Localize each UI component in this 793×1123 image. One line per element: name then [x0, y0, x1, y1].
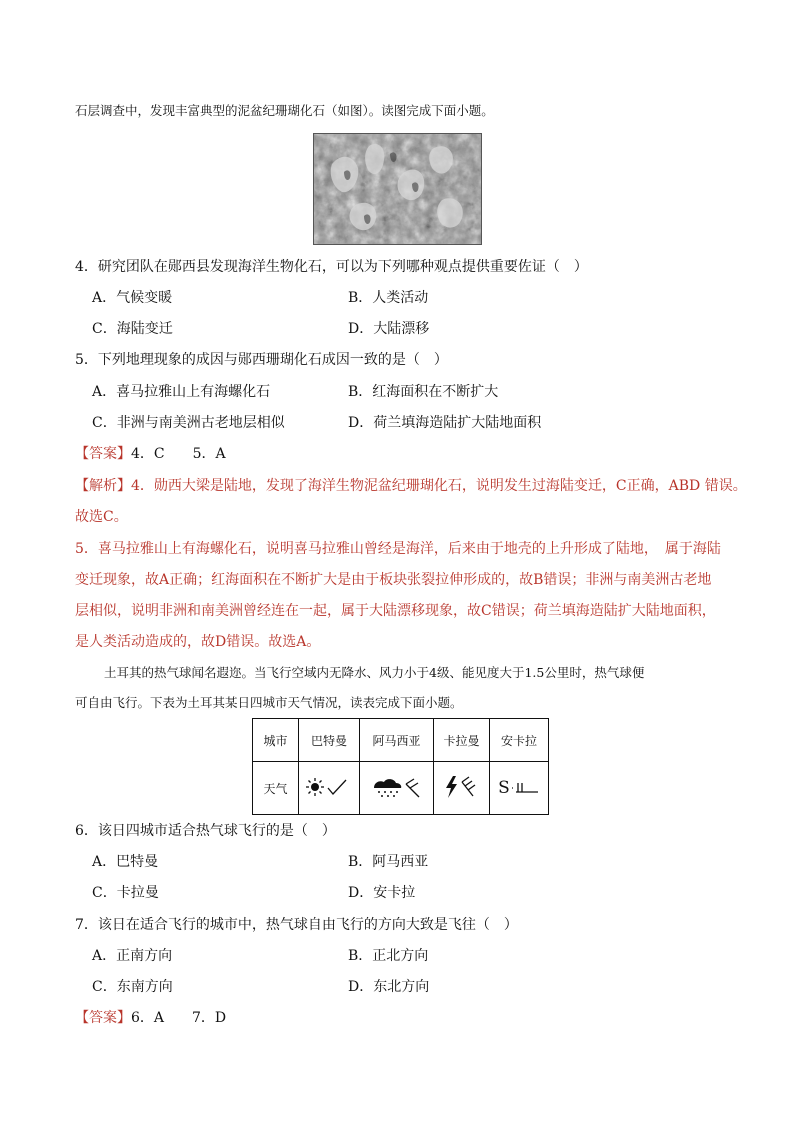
coral-fossil-illustration: [314, 134, 481, 244]
sandstorm-wind-icon: [498, 778, 540, 798]
header-cell-amasya: 阿马西亚: [360, 719, 434, 762]
q5-option-d: D．荷兰填海造陆扩大陆地面积: [348, 415, 542, 431]
q4-stem: 4．研究团队在郧西县发现海洋生物化石，可以为下列哪种观点提供重要佐证（ ）: [75, 259, 588, 275]
weather-cell-karaman: [434, 762, 490, 815]
table-header-row: [253, 719, 549, 762]
q6-option-b: B．阿马西亚: [348, 854, 429, 870]
sandstorm-symbol: S: [498, 778, 510, 798]
analysis-text-1: 4．勋西大梁是陆地，发现了海洋生物泥盆纪珊瑚化石，说明发生过海陆变迁，C正确，ABD 错误。: [131, 478, 747, 494]
q4-option-a: A．气候变暖: [92, 290, 173, 306]
analysis-tag: 【解析】: [75, 478, 131, 494]
q7-option-b: B．正北方向: [348, 948, 429, 964]
header-cell-city: 城市: [253, 719, 299, 762]
q6-option-a: A．巴特曼: [92, 854, 159, 870]
intro-line: 石层调查中，发现丰富典型的泥盆纪珊瑚化石（如图）。读图完成下面小题。: [75, 103, 494, 118]
answer-tag: 【答案】: [75, 446, 131, 462]
q5-stem: 5．下列地理现象的成因与郧西珊瑚化石成因一致的是（ ）: [75, 352, 448, 368]
analysis-line-3: 5．喜马拉雅山上有海螺化石，说明喜马拉雅山曾经是海洋，后来由于地壳的上升形成了陆地， 属于海陆: [75, 541, 721, 557]
analysis-line-5: 层相似，说明非洲和南美洲曾经连在一起，属于大陆漂移现象，故C错误；荷兰填海造陆扩大陆地面积，: [75, 603, 716, 619]
header-cell-karaman: 卡拉曼: [434, 719, 490, 762]
answer-text: 4．C 5．A: [131, 446, 226, 462]
thunder-wind-icon: [442, 774, 482, 800]
sunny-calm-wind-icon: [304, 776, 354, 798]
coral-fossil-image: [313, 133, 482, 245]
q6-stem: 6．该日四城市适合热气球飞行的是（ ）: [75, 823, 336, 839]
analysis-line-1: [75, 476, 747, 496]
q5-option-b: B．红海面积在不断扩大: [348, 384, 499, 400]
analysis-line-4: 变迁现象，故A正确；红海面积在不断扩大是由于板块张裂拉伸形成的，故B错误；非洲与南美洲古老地: [75, 572, 712, 588]
header-cell-batman: 巴特曼: [299, 719, 360, 762]
answer-block-2: [75, 1008, 226, 1028]
q5-option-a: A．喜马拉雅山上有海螺化石: [92, 384, 271, 400]
analysis-line-2: 故选C。: [75, 509, 128, 525]
answer-text-2: 6．A 7．D: [131, 1010, 227, 1026]
q4-option-d: D．大陆漂移: [348, 321, 430, 337]
answer-block-1: [75, 444, 226, 464]
row-label-weather: 天气: [253, 762, 299, 815]
q7-stem: 7．该日在适合飞行的城市中，热气球自由飞行的方向大致是飞往（ ）: [75, 917, 518, 933]
analysis-line-6: 是人类活动造成的，故D错误。故选A。: [75, 634, 321, 650]
intro2-line-2: 可自由飞行。下表为土耳其某日四城市天气情况，读表完成下面小题。: [75, 695, 463, 710]
weather-cell-ankara: [490, 762, 549, 815]
q7-option-c: C．东南方向: [92, 979, 173, 995]
weather-cell-batman: [299, 762, 360, 815]
weather-table: [252, 718, 549, 815]
q6-option-c: C．卡拉曼: [92, 885, 159, 901]
intro2-line-1: 土耳其的热气球闻名遐迩。当飞行空域内无降水、风力小于4级、能见度大于1.5公里时，热气球便: [104, 665, 645, 680]
q5-option-c: C．非洲与南美洲古老地层相似: [92, 415, 285, 431]
q4-option-c: C．海陆变迁: [92, 321, 173, 337]
table-weather-row: [253, 762, 549, 815]
answer-tag-2: 【答案】: [75, 1010, 131, 1026]
q4-option-b: B．人类活动: [348, 290, 429, 306]
q7-option-a: A．正南方向: [92, 948, 173, 964]
rain-wind-icon: [370, 775, 424, 799]
weather-cell-amasya: [360, 762, 434, 815]
header-cell-ankara: 安卡拉: [490, 719, 549, 762]
wind-barb-icon: [510, 780, 540, 796]
q6-option-d: D．安卡拉: [348, 885, 416, 901]
q7-option-d: D．东北方向: [348, 979, 430, 995]
